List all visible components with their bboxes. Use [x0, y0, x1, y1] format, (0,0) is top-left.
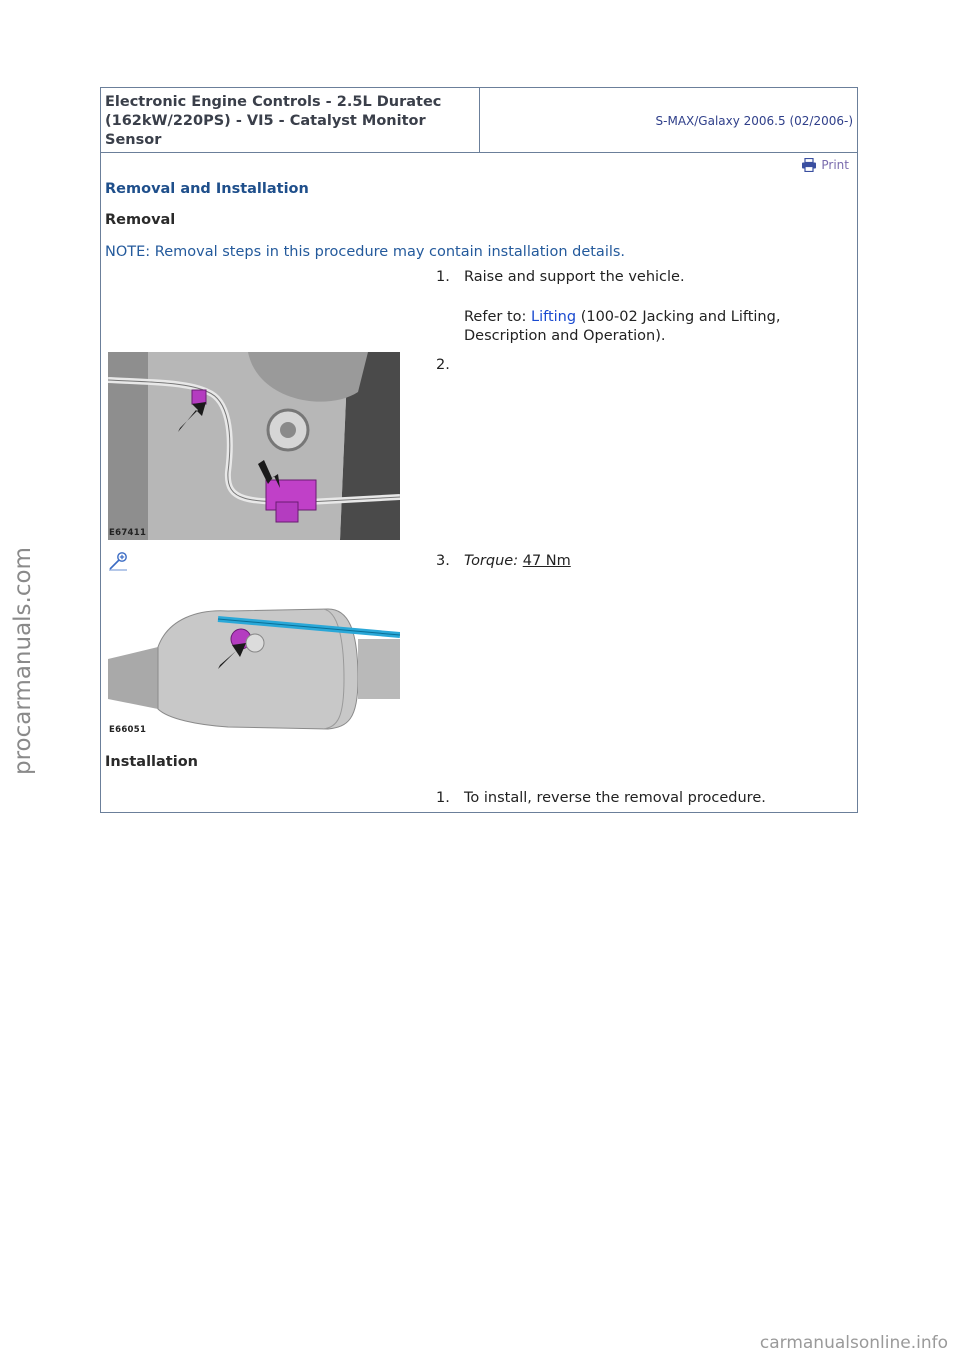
removal-note: NOTE: Removal steps in this procedure may contain installation details.	[105, 244, 626, 260]
document-header	[101, 88, 857, 153]
figure-code: E66051	[109, 725, 147, 735]
catalyst-sensor-torque-figure	[108, 575, 400, 763]
watermark-bottom: carmanualsonline.info	[759, 1333, 948, 1353]
installation-heading: Installation	[105, 754, 198, 770]
figure-code: E67411	[109, 528, 147, 538]
step-text: Raise and support the vehicle.	[464, 269, 685, 285]
main-heading: Removal and Installation	[105, 181, 309, 197]
watermark-left: procarmanuals.com	[10, 547, 36, 775]
print-label: Print	[821, 158, 849, 172]
step-number: 3.	[436, 553, 450, 569]
torque-label: Torque:	[464, 553, 519, 569]
removal-heading: Removal	[105, 212, 176, 228]
zoom-icon[interactable]	[108, 551, 128, 571]
lifting-link[interactable]: Lifting	[531, 309, 577, 325]
step-number: 1.	[436, 790, 450, 806]
document-frame	[100, 87, 858, 813]
sensor-connector-figure	[108, 352, 400, 540]
print-button[interactable]	[801, 158, 849, 172]
step-number: 2.	[436, 357, 450, 373]
reference-suffix: (100-02 Jacking and Lifting, Description and Operation).	[464, 309, 781, 344]
vehicle-model: S-MAX/Galaxy 2006.5 (02/2006-)	[655, 114, 853, 128]
step-number: 1.	[436, 269, 450, 285]
step-text: To install, reverse the removal procedure.	[464, 790, 766, 806]
reference-prefix: Refer to:	[464, 309, 527, 325]
header-divider	[479, 88, 480, 152]
printer-icon	[801, 158, 817, 172]
document-title: Electronic Engine Controls - 2.5L Duratec (162kW/220PS) - VI5 - Catalyst Monitor Sensor	[105, 94, 442, 148]
torque-value[interactable]: 47 Nm	[522, 553, 571, 569]
step-reference	[464, 308, 844, 346]
